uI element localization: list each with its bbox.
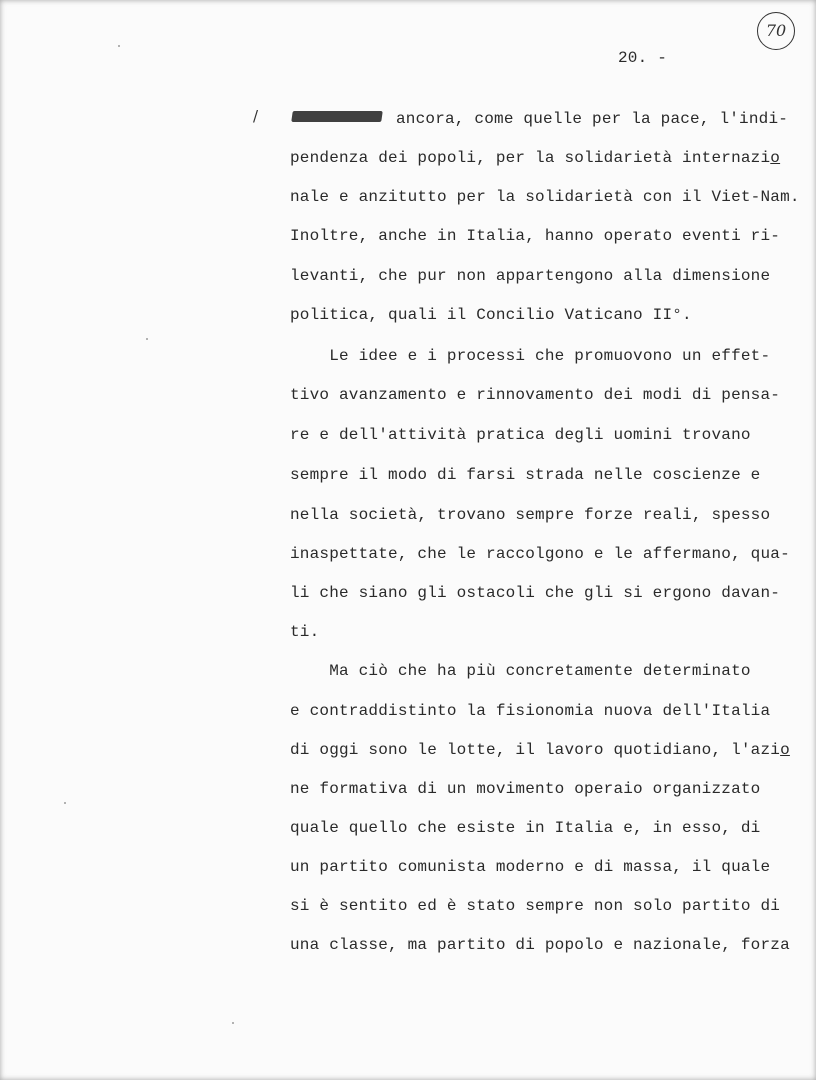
paper-speck [232, 1022, 234, 1024]
text-line: Inoltre, anche in Italia, hanno operato eventi ri- [290, 227, 781, 245]
text-line: re e dell'attività pratica degli uomini trovano [290, 426, 751, 444]
text-line: ti. [290, 623, 320, 641]
archive-number-circle: 70 [757, 12, 795, 50]
text-line: sempre il modo di farsi strada nelle coscienze e [290, 466, 761, 484]
text-line: e contraddistinto la fisionomia nuova dell'Italia [290, 702, 771, 720]
text-line: politica, quali il Concilio Vaticano II°. [290, 306, 692, 324]
text-line: tivo avanzamento e rinnovamento dei modi di pensa- [290, 386, 781, 404]
paper-speck [118, 45, 120, 47]
text-line: Le idee e i processi che promuovono un effet- [290, 347, 771, 365]
margin-mark: / [253, 107, 259, 125]
text-line: inaspettate, che le raccolgono e le affermano, qua- [290, 545, 790, 563]
paper-speck [64, 802, 66, 804]
underlined-syllable: o [770, 149, 781, 167]
text-line: quale quello che esiste in Italia e, in esso, di [290, 819, 761, 837]
paper-speck [146, 338, 148, 340]
text-line: nale e anzitutto per la solidarietà con il Viet-Nam. [290, 188, 800, 206]
text-line: pendenza dei popoli, per la solidarietà internazio [290, 149, 781, 167]
text-line: un partito comunista moderno e di massa, il quale [290, 858, 771, 876]
text-line: di oggi sono le lotte, il lavoro quotidiano, l'azio [290, 741, 790, 759]
underlined-syllable: o [780, 741, 790, 759]
text-line: nella società, trovano sempre forze reali, spesso [290, 506, 771, 524]
text-line: levanti, che pur non appartengono alla dimensione [290, 267, 771, 285]
page-number: 20. - [618, 49, 668, 67]
redacted-word-mark [291, 111, 383, 122]
text-line: una classe, ma partito di popolo e nazionale, forza [290, 936, 790, 954]
text-line: ancora, come quelle per la pace, l'indi- [396, 110, 789, 128]
text-line: si è sentito ed è stato sempre non solo partito di [290, 897, 781, 915]
text-line: ne formativa di un movimento operaio organizzato [290, 780, 761, 798]
text-line: li che siano gli ostacoli che gli si ergono davan- [290, 584, 781, 602]
text-line: Ma ciò che ha più concretamente determinato [290, 662, 751, 680]
